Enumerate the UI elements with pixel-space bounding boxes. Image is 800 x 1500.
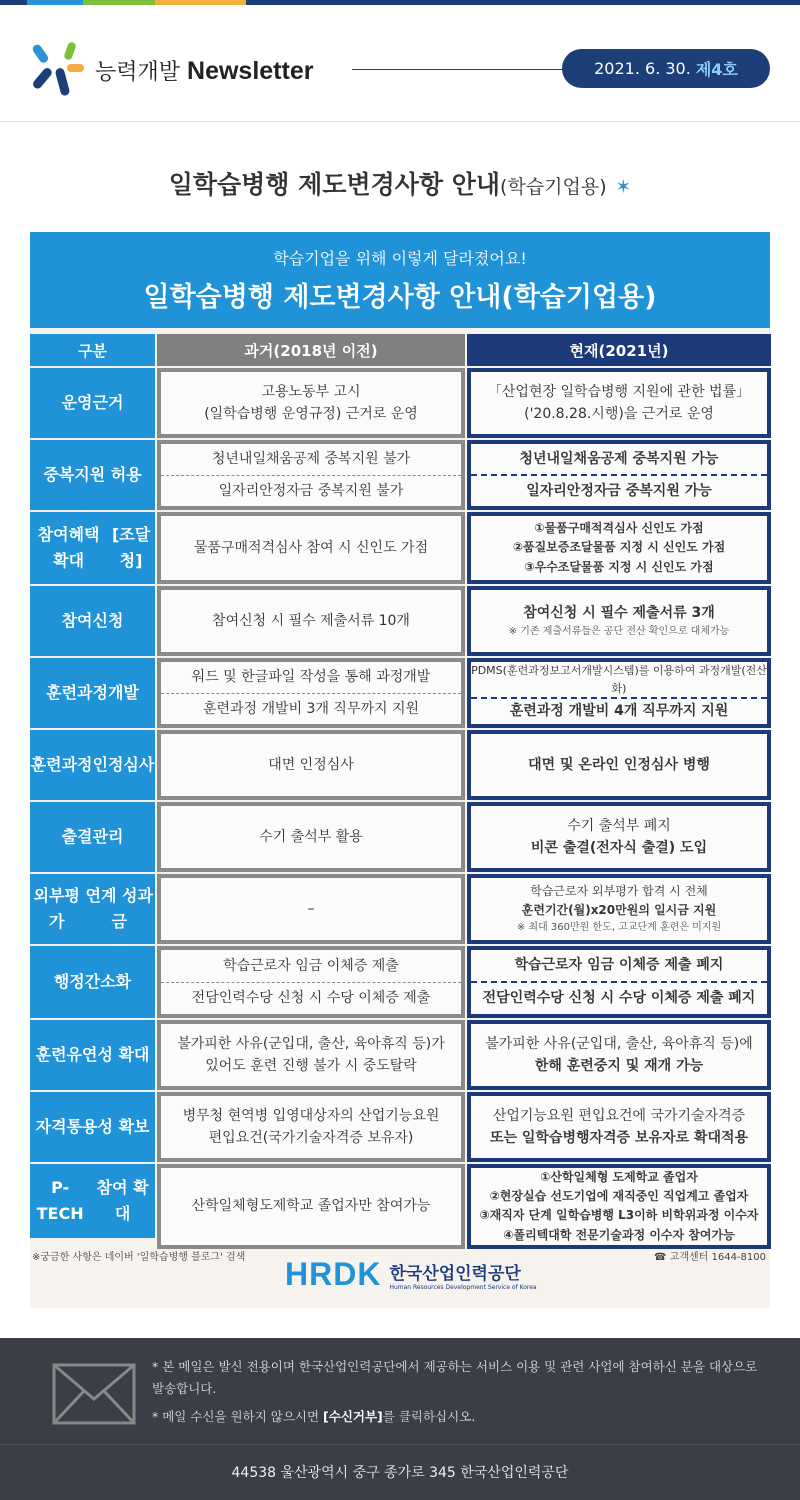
notice-line: * 본 메일은 발신 전용이며 한국산업인력공단에서 제공하는 서비스 이용 및 관련 사업에 참여하신 분을 대상으로 발송합니다.: [152, 1359, 758, 1396]
row-label-line: 행정: [53, 972, 85, 992]
row-label-line: 훈련과정: [46, 683, 108, 703]
past-cell: [157, 368, 465, 438]
row-label-line: 운영근거: [61, 393, 124, 413]
row-label: [30, 586, 155, 656]
row-label: [30, 1020, 155, 1090]
now-cell: [467, 368, 771, 438]
past-cell: [157, 802, 465, 872]
customer-center-phone: ☎ 고객센터 1644-8100: [654, 1252, 766, 1263]
row-label-line: 인정심사: [92, 755, 155, 775]
cell-text: 대면 및 온라인 인정심사 병행: [528, 756, 710, 773]
cell-text: 편입요건(국가기술자격증 보유자): [208, 1130, 414, 1146]
now-cell: [467, 440, 771, 510]
newsletter-header: [0, 0, 800, 122]
row-label: [30, 874, 155, 944]
cell-text: 학습근로자 임금 이체증 제출 폐지: [514, 957, 724, 974]
address: 44538 울산광역시 중구 종가로 345 한국산업인력공단: [231, 1465, 569, 1481]
row-label: [30, 1092, 155, 1162]
cell-text: PDMS(훈련과정보고서개발시스템)를 이용하여 과정개발(전산화): [471, 664, 767, 695]
cell-text: 또는 일학습병행자격증 보유자로 확대적용: [489, 1130, 749, 1146]
cell-text: 참여신청 시 필수 제출서류 10개: [212, 612, 410, 629]
logo-english: Human Resources Development Service of Korea: [389, 1283, 537, 1291]
past-cell: [157, 730, 465, 800]
page-title: [0, 165, 800, 201]
now-cell: [467, 730, 771, 800]
now-cell: [467, 946, 771, 1018]
cell-text: 대면 인정심사: [268, 756, 354, 773]
row-label-line: 훈련: [35, 1045, 67, 1065]
logo-mini-icon: ✶: [615, 176, 632, 198]
header-now: 현재(2021년): [467, 334, 771, 366]
cell-text: 참여신청 시 필수 제출서류 3개: [523, 604, 715, 621]
page-title-main: 일학습병행 제도변경사항 안내: [168, 170, 501, 199]
row-label: [30, 802, 155, 872]
cell-text: 학습근로자 외부평가 합격 시 전체: [530, 883, 708, 898]
hrdk-logo: [285, 1256, 537, 1293]
cell-text: 불가피한 사유(군입대, 출산, 육아휴직 등)가: [177, 1035, 445, 1052]
cell-text: ②현장실습 선도기업에 재직중인 직업계고 졸업자: [489, 1189, 749, 1204]
cell-text: (일학습병행 운영규정) 근거로 운영: [204, 406, 418, 422]
divider: [352, 69, 572, 70]
cell-text: ②품질보증조달물품 지정 시 신인도 가점: [512, 540, 726, 555]
row-label-line: 훈련과정: [30, 755, 93, 775]
notice-line: * 메일 수신을 원하지 않으시면: [152, 1408, 324, 1424]
brand-english: Newsletter: [187, 57, 314, 85]
row-label: [30, 1164, 155, 1238]
past-cell: [157, 658, 465, 728]
past-cell: [157, 1164, 465, 1249]
cell-text: ①산학일체형 도제학교 졸업자: [540, 1170, 698, 1184]
unsubscribe-link[interactable]: [수신거부]: [323, 1408, 383, 1424]
cell-text: 비콘 출결(전자식 출결) 도입: [530, 840, 708, 856]
row-label-line: 자격: [35, 1117, 67, 1137]
row-label: [30, 368, 155, 438]
cell-text: 청년내일채움공제 중복지원 가능: [519, 450, 719, 467]
cell-text: 불가피한 사유(군입대, 출산, 육아휴직 등)에: [485, 1035, 753, 1052]
issue-badge: [562, 49, 770, 88]
past-cell: [157, 512, 465, 584]
now-cell: [467, 586, 771, 656]
past-cell: [157, 874, 465, 944]
cell-text: 있어도 훈련 진행 불가 시 중도탈락: [205, 1058, 417, 1074]
cell-text: 수기 출석부 활용: [259, 828, 363, 845]
row-label-line: 중복지원 허용: [43, 465, 142, 485]
row-label-line: 유연성 확대: [66, 1045, 150, 1065]
cell-text: –: [307, 900, 315, 917]
cell-text: 고용노동부 고시: [261, 383, 361, 400]
row-label-line: 간소화: [84, 972, 132, 992]
past-cell: [157, 946, 465, 1018]
cell-text: 일자리안정자금 중복지원 가능: [471, 474, 767, 506]
cell-text: 병무청 현역병 입영대상자의 산업기능요원: [182, 1107, 440, 1124]
past-cell: [157, 586, 465, 656]
past-cell: [157, 440, 465, 510]
envelope-icon: [52, 1363, 136, 1425]
now-cell: [467, 802, 771, 872]
cell-text: 전담인력수당 신청 시 수당 이체증 제출 폐지: [471, 981, 767, 1014]
banner-subtitle: 학습기업을 위해 이렇게 달라졌어요!: [273, 249, 527, 268]
row-label-line: 출결관리: [61, 827, 124, 847]
cell-text: 전담인력수당 신청 시 수당 이체증 제출: [161, 982, 461, 1015]
banner: [30, 232, 770, 328]
divider: [0, 1444, 800, 1445]
cell-text: ※ 기존 제출서류들은 공단 전산 확인으로 대체가능: [508, 626, 730, 638]
logo-mark: HRDK: [285, 1256, 382, 1292]
header-category: 구분: [30, 334, 155, 366]
cell-text: 물품구매적격심사 참여 시 신인도 가점: [193, 539, 429, 556]
issue-date: 2021. 6. 30.: [594, 59, 691, 78]
row-label-line: 참여 확대: [96, 1178, 149, 1223]
now-cell: [467, 1092, 771, 1162]
cell-text: ③재직자 단계 일학습병행 L3이하 비학위과정 이수자: [479, 1208, 759, 1223]
logo-korean: 한국산업인력공단: [389, 1263, 521, 1284]
content-panel: [30, 232, 770, 1308]
now-cell: [467, 1020, 771, 1090]
row-label-line: 개발: [107, 683, 139, 703]
now-cell: [467, 874, 771, 944]
cell-text: ③우수조달물품 지정 시 신인도 가점: [524, 559, 714, 574]
cell-text: ※ 최대 360만원 한도, 고교단계 훈련은 미지원: [516, 922, 722, 934]
newsletter-brand: [95, 55, 313, 86]
row-label-line: 연계 성과금: [85, 886, 153, 931]
row-label-line: 참여신청: [61, 611, 124, 631]
row-label: [30, 658, 155, 728]
row-label-line: P-TECH: [36, 1178, 84, 1223]
past-cell: [157, 1092, 465, 1162]
cell-text: 산학일체형도제학교 졸업자만 참여가능: [191, 1198, 431, 1215]
brand-korean: 능력개발: [95, 60, 181, 85]
row-label-line: [조달청]: [111, 525, 151, 570]
now-cell: [467, 1164, 771, 1249]
comparison-table: [30, 334, 770, 1249]
row-label-line: 참여혜택 확대: [37, 525, 100, 570]
cell-text: 산업기능요원 편입요건에 국가기술자격증: [492, 1107, 746, 1124]
cell-text: 훈련과정 개발비 3개 직무까지 지원: [161, 693, 461, 725]
now-cell: [467, 512, 771, 584]
hrdk-logo-icon: [30, 42, 86, 98]
footer-notice: [152, 1356, 762, 1428]
row-label: [30, 440, 155, 510]
issue-number: 제4호: [695, 60, 738, 79]
row-label: [30, 946, 155, 1018]
now-cell: [467, 658, 771, 728]
cell-text: ①물품구매적격심사 신인도 가점: [534, 521, 704, 536]
past-cell: [157, 1020, 465, 1090]
cell-text: 일자리안정자금 중복지원 불가: [161, 475, 461, 507]
email-footer: [0, 1338, 800, 1500]
row-label-line: 외부평가: [33, 886, 80, 931]
cell-text: 훈련과정 개발비 4개 직무까지 지원: [471, 697, 767, 724]
inquiry-note: ※궁금한 사항은 네이버 '일학습병행 블로그' 검색: [32, 1252, 246, 1263]
cell-text: ('20.8.28.시행)을 근거로 운영: [524, 406, 714, 422]
cell-text: 수기 출석부 폐지: [567, 817, 671, 834]
notice-line: 를 클릭하십시오.: [382, 1408, 476, 1424]
cell-text: ④폴리텍대학 전문기술과정 이수자 참여가능: [503, 1227, 735, 1242]
cell-text: 워드 및 한글파일 작성을 통해 과정개발: [191, 669, 431, 686]
row-label: [30, 512, 155, 584]
cell-text: 청년내일채움공제 중복지원 불가: [211, 451, 411, 468]
cell-text: 학습근로자 임금 이체증 제출: [223, 957, 399, 974]
banner-title: 일학습병행 제도변경사항 안내(학습기업용): [143, 282, 657, 313]
page-title-sub: (학습기업용): [500, 176, 607, 198]
cell-text: 「산업현장 일학습병행 지원에 관한 법률」: [487, 383, 751, 400]
row-label: [30, 730, 155, 800]
header-past: 과거(2018년 이전): [157, 334, 465, 366]
row-label-line: 통용성 확보: [66, 1117, 150, 1137]
cell-text: 훈련기간(월)x20만원의 일시금 지원: [521, 903, 717, 917]
cell-text: 한해 훈련중지 및 재개 가능: [534, 1058, 704, 1074]
